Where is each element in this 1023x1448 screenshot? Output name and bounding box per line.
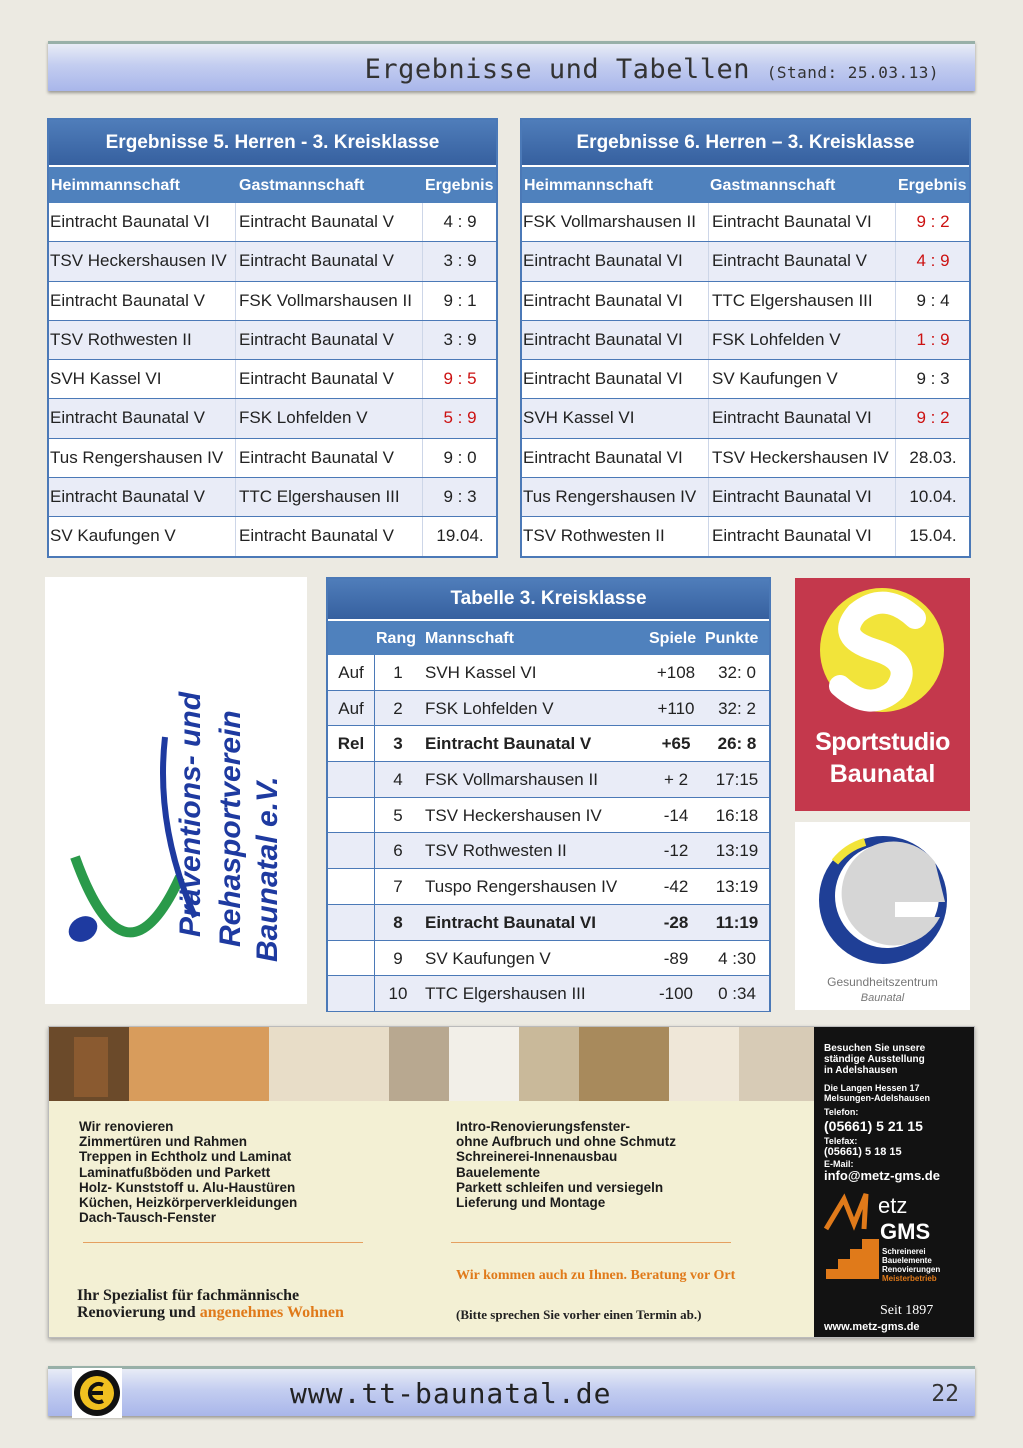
side-t4: Meisterbetrieb	[882, 1274, 937, 1283]
side-mail: info@metz-gms.de	[824, 1168, 940, 1183]
home-team: TSV Rothwesten II	[523, 526, 665, 546]
table-row	[522, 242, 969, 281]
col-away: Gastmannschaft	[710, 177, 836, 194]
home-team: SVH Kassel VI	[523, 408, 635, 428]
column-divider	[374, 691, 375, 726]
metz-slogan	[77, 1287, 344, 1321]
sportstudio-line2: Baunatal	[829, 760, 936, 788]
service-item: Laminatfußböden und Parkett	[79, 1164, 271, 1180]
standings-row	[328, 976, 769, 1012]
table-row	[49, 399, 496, 438]
home-team: SV Kaufungen V	[50, 526, 176, 546]
team-name: SV Kaufungen V	[425, 948, 551, 968]
table-row	[49, 439, 496, 478]
divider	[83, 1242, 363, 1243]
column-divider	[374, 869, 375, 904]
side-fax: (05661) 5 18 15	[824, 1146, 902, 1158]
rank-cell: 9	[393, 948, 403, 968]
results-table-5-herren	[47, 118, 498, 558]
column-divider	[708, 360, 709, 398]
title-text: Ergebnisse und Tabellen	[364, 54, 750, 85]
service-item: Dach-Tausch-Fenster	[79, 1210, 217, 1226]
team-name: SVH Kassel VI	[425, 663, 537, 682]
standings-header	[328, 619, 769, 655]
column-divider	[374, 941, 375, 976]
table-row	[522, 203, 969, 242]
column-divider	[235, 478, 236, 516]
column-divider	[708, 439, 709, 477]
table-row	[49, 282, 496, 321]
team-name: TTC Elgershausen III	[425, 984, 586, 1004]
home-team: Eintracht Baunatal VI	[523, 251, 683, 271]
side-mail-label: E-Mail:	[824, 1159, 854, 1169]
away-team: Eintracht Baunatal V	[239, 526, 394, 546]
home-team: TSV Rothwesten II	[50, 329, 192, 349]
home-team: Eintracht Baunatal VI	[523, 447, 683, 467]
match-score: 9 : 5	[443, 369, 477, 389]
gesundheitszentrum-ad	[795, 822, 970, 1010]
service-item: Schreinerei-Innenausbau	[456, 1149, 618, 1165]
praevention-ad	[45, 577, 307, 1004]
table-row	[49, 203, 496, 242]
home-team: Eintracht Baunatal VI	[523, 329, 683, 349]
away-team: Eintracht Baunatal VI	[712, 408, 872, 428]
match-score: 9 : 1	[443, 290, 477, 310]
standings-row	[328, 941, 769, 977]
games-diff: -14	[663, 805, 689, 825]
col-home: Heimmannschaft	[524, 177, 653, 194]
home-team: TSV Heckershausen IV	[50, 251, 227, 271]
rank-cell: 10	[388, 984, 408, 1004]
metz-contact-panel	[814, 1027, 975, 1338]
standings-row	[328, 691, 769, 727]
match-score: 9 : 0	[443, 447, 477, 467]
table-row	[522, 282, 969, 321]
col-points: Punkte	[705, 630, 759, 647]
column-divider	[235, 439, 236, 477]
points-cell: 13:19	[715, 877, 759, 897]
club-logo-icon	[72, 1368, 122, 1418]
away-team: Eintracht Baunatal VI	[712, 212, 872, 231]
divider	[451, 1242, 731, 1243]
rank-cell: 4	[393, 770, 403, 790]
rank-cell: 3	[393, 734, 403, 754]
column-divider	[374, 905, 375, 940]
slogan-line2a: Renovierung und	[77, 1304, 200, 1321]
service-item: Zimmertüren und Rahmen	[79, 1134, 248, 1150]
praevention-line2: Rehasportverein	[214, 710, 247, 947]
status-badge: Auf	[338, 663, 364, 682]
match-score: 9 : 3	[916, 369, 950, 389]
team-name: FSK Vollmarshausen II	[425, 770, 598, 790]
points-cell: 13:19	[715, 841, 759, 861]
home-team: Eintracht Baunatal V	[50, 290, 205, 310]
standings-row	[328, 762, 769, 798]
col-away: Gastmannschaft	[239, 177, 365, 194]
home-team: Eintracht Baunatal VI	[50, 212, 210, 231]
column-divider	[374, 798, 375, 833]
match-score: 9 : 3	[443, 487, 477, 507]
away-team: Eintracht Baunatal VI	[712, 526, 872, 546]
metz-services-left	[79, 1119, 297, 1225]
home-team: SVH Kassel VI	[50, 369, 162, 389]
standings-table	[326, 577, 771, 1012]
away-team: TTC Elgershausen III	[239, 487, 400, 507]
match-score: 9 : 4	[916, 290, 950, 310]
praevention-line3: Baunatal e.V.	[251, 776, 284, 962]
praevention-line1: Präventions- und	[174, 691, 207, 937]
service-item: Küchen, Heizkörperverkleidungen	[79, 1195, 298, 1211]
home-team: Eintracht Baunatal VI	[523, 290, 683, 310]
match-score: 15.04.	[909, 526, 957, 546]
rank-cell: 2	[393, 698, 403, 718]
games-diff: -89	[663, 948, 689, 968]
club-logo	[72, 1368, 122, 1418]
away-team: FSK Lohfelden V	[712, 329, 841, 349]
side-web: www.metz-gms.de	[824, 1321, 920, 1333]
standings-row	[328, 869, 769, 905]
team-name: Eintracht Baunatal V	[425, 734, 592, 754]
col-rank: Rang	[376, 630, 416, 647]
away-team: TTC Elgershausen III	[712, 290, 873, 310]
service-item: Holz- Kunststoff u. Alu-Haustüren	[79, 1179, 296, 1195]
away-team: Eintracht Baunatal V	[239, 329, 394, 349]
home-team: Tus Rengershausen IV	[523, 487, 697, 507]
column-divider	[374, 833, 375, 868]
column-divider	[235, 282, 236, 320]
footer-url[interactable]: www.tt-baunatal.de	[290, 1377, 612, 1410]
service-item: Lieferung und Montage	[456, 1195, 606, 1211]
table-row	[522, 360, 969, 399]
table-row	[49, 360, 496, 399]
sportstudio-logo	[795, 578, 970, 728]
table-title: Ergebnisse 5. Herren - 3. Kreisklasse	[49, 120, 496, 165]
away-team: Eintracht Baunatal V	[239, 212, 394, 231]
games-diff: -42	[663, 877, 689, 897]
points-cell: 32: 0	[718, 663, 756, 682]
column-divider	[708, 399, 709, 437]
results-table-6-herren	[520, 118, 971, 558]
column-divider	[374, 726, 375, 761]
table-row	[522, 399, 969, 438]
games-diff: + 2	[663, 770, 689, 790]
rank-cell: 6	[393, 841, 403, 861]
standings-row	[328, 726, 769, 762]
games-diff: -28	[663, 912, 689, 932]
table-row	[522, 439, 969, 478]
match-score: 3 : 9	[443, 329, 477, 349]
table-header	[49, 165, 496, 203]
table-row	[49, 478, 496, 517]
service-item: Intro-Renovierungsfenster-	[456, 1119, 631, 1134]
metz-gms-ad	[48, 1026, 975, 1338]
match-score: 4 : 9	[916, 251, 950, 271]
service-item: ohne Aufbruch und ohne Schmutz	[456, 1134, 676, 1150]
match-score: 9 : 2	[916, 212, 950, 231]
rank-cell: 8	[393, 912, 403, 932]
status-badge: Rel	[337, 734, 365, 754]
team-name: TSV Rothwesten II	[425, 841, 567, 861]
praevention-logo	[45, 577, 307, 1004]
side-l4: Die Langen Hessen 17	[824, 1083, 920, 1093]
side-tel-label: Telefon:	[824, 1107, 859, 1117]
page-number: 22	[931, 1381, 959, 1407]
standings-title: Tabelle 3. Kreisklasse	[328, 579, 769, 619]
col-games: Spiele	[649, 630, 697, 647]
sportstudio-line1: Sportstudio	[815, 728, 950, 756]
service-item: Parkett schleifen und versiegeln	[456, 1179, 664, 1195]
games-diff: +65	[661, 734, 691, 754]
brand-etz: etz	[878, 1193, 908, 1218]
service-item: Treppen in Echtholz und Laminat	[79, 1149, 292, 1165]
table-body	[522, 203, 969, 557]
match-score: 10.04.	[909, 487, 957, 507]
standings-row	[328, 905, 769, 941]
games-diff: -12	[663, 841, 689, 861]
column-divider	[235, 399, 236, 437]
column-divider	[708, 517, 709, 555]
away-team: FSK Vollmarshausen II	[239, 290, 412, 310]
games-diff: +108	[656, 663, 696, 682]
home-team: Tus Rengershausen IV	[50, 447, 224, 467]
metz-services-right	[456, 1119, 676, 1210]
side-t3: Renovierungen	[882, 1265, 941, 1274]
gesundheit-line2: Baunatal	[860, 992, 905, 1004]
gesundheitszentrum-logo	[795, 822, 970, 972]
match-score: 4 : 9	[443, 212, 477, 231]
slogan-line2b: angenehmes Wohnen	[199, 1304, 344, 1321]
brand-gms: GMS	[880, 1219, 931, 1244]
points-cell: 32: 2	[718, 698, 756, 718]
match-score: 1 : 9	[916, 329, 950, 349]
home-team: Eintracht Baunatal V	[50, 408, 205, 428]
header-banner	[48, 41, 975, 91]
side-l5: Melsungen-Adelshausen	[824, 1093, 931, 1103]
points-cell: 0 :34	[718, 984, 756, 1004]
standings-row	[328, 798, 769, 834]
service-item: Wir renovieren	[79, 1119, 174, 1134]
side-l2: ständige Ausstellung	[824, 1054, 925, 1065]
home-team: FSK Vollmarshausen II	[523, 212, 696, 231]
footer-banner	[48, 1366, 975, 1416]
points-cell: 17:15	[715, 770, 759, 790]
table-row	[49, 242, 496, 281]
match-score: 3 : 9	[443, 251, 477, 271]
table-header	[522, 165, 969, 203]
side-l3: in Adelshausen	[824, 1065, 898, 1076]
away-team: Eintracht Baunatal V	[239, 369, 394, 389]
away-team: Eintracht Baunatal V	[239, 251, 394, 271]
side-fax-label: Telefax:	[824, 1136, 858, 1146]
away-team: Eintracht Baunatal V	[239, 447, 394, 467]
sportstudio-ad	[795, 578, 970, 811]
away-team: SV Kaufungen V	[712, 369, 838, 389]
side-t2: Bauelemente	[882, 1256, 932, 1265]
table-row	[49, 321, 496, 360]
slogan-line1: Ihr Spezialist für fachmännische	[77, 1287, 300, 1304]
metz-visit-text: Wir kommen auch zu Ihnen. Beratung vor Ort	[456, 1268, 736, 1283]
table-row	[522, 321, 969, 360]
stand-date: (Stand: 25.03.13)	[766, 63, 939, 82]
column-divider	[708, 242, 709, 280]
col-home: Heimmannschaft	[51, 177, 180, 194]
rank-cell: 5	[393, 805, 403, 825]
column-divider	[374, 976, 375, 1011]
column-divider	[235, 517, 236, 555]
away-team: TSV Heckershausen IV	[712, 447, 889, 467]
away-team: FSK Lohfelden V	[239, 408, 368, 428]
column-divider	[708, 203, 709, 241]
column-divider	[235, 360, 236, 398]
side-t1: Schreinerei	[882, 1247, 926, 1256]
side-since: Seit 1897	[880, 1303, 934, 1318]
points-cell: 16:18	[715, 805, 759, 825]
gesundheit-line1: Gesundheitszentrum	[827, 975, 938, 989]
match-score: 9 : 2	[916, 408, 950, 428]
metz-note: (Bitte sprechen Sie vorher einen Termin ab.)	[456, 1307, 702, 1322]
home-team: Eintracht Baunatal VI	[523, 369, 683, 389]
team-name: Eintracht Baunatal VI	[425, 912, 596, 932]
team-name: Tuspo Rengershausen IV	[425, 877, 618, 897]
side-l1: Besuchen Sie unsere	[824, 1043, 926, 1054]
column-divider	[235, 203, 236, 241]
column-divider	[708, 478, 709, 516]
metz-photo-strip	[49, 1027, 814, 1101]
col-result: Ergebnis	[898, 177, 967, 194]
table-title: Ergebnisse 6. Herren – 3. Kreisklasse	[522, 120, 969, 165]
away-team: Eintracht Baunatal V	[712, 251, 867, 271]
table-row	[522, 517, 969, 556]
column-divider	[235, 242, 236, 280]
service-item: Bauelemente	[456, 1164, 541, 1180]
table-body	[49, 203, 496, 557]
home-team: Eintracht Baunatal V	[50, 487, 205, 507]
team-name: TSV Heckershausen IV	[425, 805, 602, 825]
away-team: Eintracht Baunatal VI	[712, 487, 872, 507]
col-team: Mannschaft	[425, 630, 514, 647]
col-result: Ergebnis	[425, 177, 494, 194]
page-title	[48, 54, 939, 85]
status-badge: Auf	[338, 698, 364, 718]
column-divider	[708, 282, 709, 320]
points-cell: 4 :30	[718, 948, 756, 968]
standings-body	[328, 655, 769, 1012]
rank-cell: 1	[393, 663, 403, 682]
side-tel: (05661) 5 21 15	[824, 1118, 923, 1134]
games-diff: +110	[657, 698, 695, 718]
points-cell: 26: 8	[717, 734, 757, 754]
points-cell: 11:19	[715, 912, 759, 932]
games-diff: -100	[658, 984, 694, 1004]
slogan-line2	[77, 1304, 344, 1321]
column-divider	[235, 321, 236, 359]
column-divider	[708, 321, 709, 359]
standings-row	[328, 655, 769, 691]
rank-cell: 7	[393, 877, 403, 897]
metz-stairs-logo	[824, 1189, 884, 1284]
match-score: 19.04.	[436, 526, 484, 546]
column-divider	[374, 762, 375, 797]
standings-row	[328, 833, 769, 869]
match-score: 5 : 9	[443, 408, 477, 428]
match-score: 28.03.	[909, 447, 957, 467]
table-row	[49, 517, 496, 556]
table-row	[522, 478, 969, 517]
column-divider	[374, 655, 375, 690]
team-name: FSK Lohfelden V	[425, 698, 554, 718]
